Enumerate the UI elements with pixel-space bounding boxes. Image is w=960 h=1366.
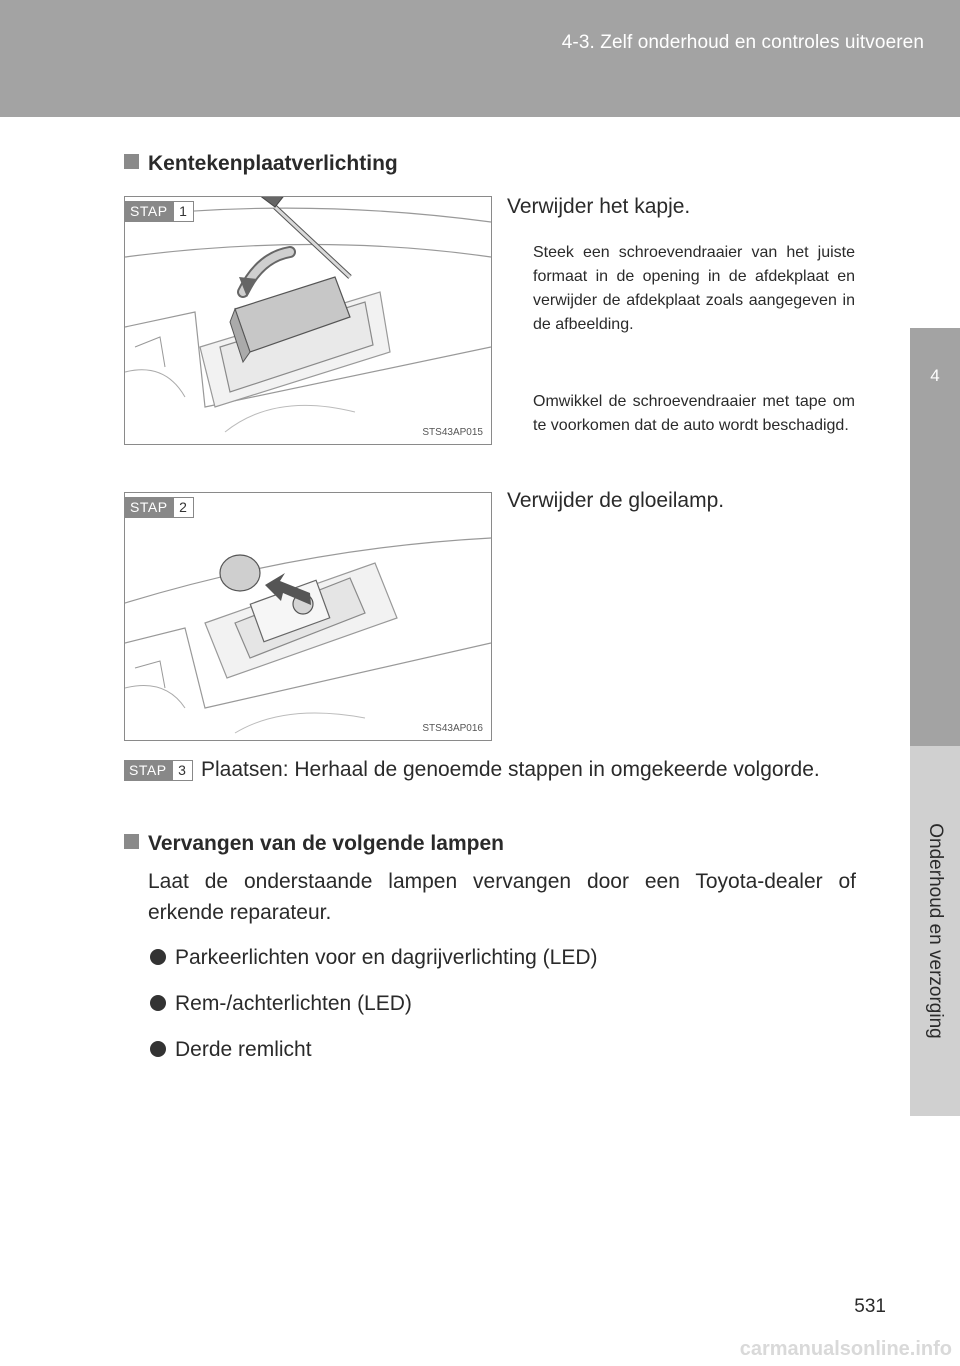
bullet-dot-icon [150,949,166,965]
watermark: carmanualsonline.info [739,1338,952,1360]
section-heading-text: Kentekenplaatverlichting [148,152,398,175]
section-2-text: Laat de onderstaande lampen vervangen door een Toyota-dealer of erkende reparateur. [148,870,856,924]
page-number: 531 [854,1296,886,1317]
bullet-item [150,1038,312,1062]
figure-code: STS43AP016 [422,723,483,734]
step-badge-3 [124,760,193,781]
bullet-dot-icon [150,995,166,1011]
step-3-text [201,754,856,785]
page-header [0,0,960,117]
chapter-title: 4-3. Zelf onderhoud en controles uitvoeren [561,32,924,53]
figure-code: STS43AP015 [422,427,483,438]
chapter-label: Onderhoud en verzorging [925,823,946,1039]
square-bullet-icon [124,834,139,849]
step-1-note-2: Omwikkel de schroevendraaier met tape om te voorkomen dat de auto wordt beschadigd. [533,393,855,434]
section-heading-other-lamps [124,832,504,856]
bullet-text: Parkeerlichten voor en dagrijverlichting (LED) [175,946,598,969]
step-badge-2 [125,497,194,518]
chapter-tab [910,328,960,746]
bullet-item [150,992,412,1016]
bullet-item [150,946,598,970]
step-badge-number: 1 [173,201,194,222]
step-badge-label: STAP [124,760,172,781]
step-1-title: Verwijder het kapje. [507,195,691,218]
step-badge-number: 2 [173,497,194,518]
step-1-note-1: Steek een schroevendraaier van het juiste formaat in de opening in de afdekplaat en verwijder de afdekplaat zoals aangegeven in de afbeelding. [533,244,855,333]
step-badge-label: STAP [125,497,173,518]
step-3-title: Plaatsen: Herhaal de genoemde stappen in omgekeerde volgorde. [201,758,820,781]
square-bullet-icon [124,154,139,169]
chapter-number: 4 [930,366,940,385]
section-heading-license-light [124,152,398,176]
cover-removal-illustration [125,197,491,444]
step-badge-label: STAP [125,201,173,222]
step-badge-1 [125,201,194,222]
bullet-text: Derde remlicht [175,1038,312,1061]
figure-step-2 [124,492,492,741]
figure-step-1 [124,196,492,445]
section-heading-text: Vervangen van de volgende lampen [148,832,504,855]
step-badge-number: 3 [172,760,193,781]
bullet-dot-icon [150,1041,166,1057]
chapter-tab-label [910,746,960,1116]
step-2-title: Verwijder de gloeilamp. [507,489,725,512]
bullet-text: Rem-/achterlichten (LED) [175,992,412,1015]
bulb-removal-illustration [125,493,491,740]
